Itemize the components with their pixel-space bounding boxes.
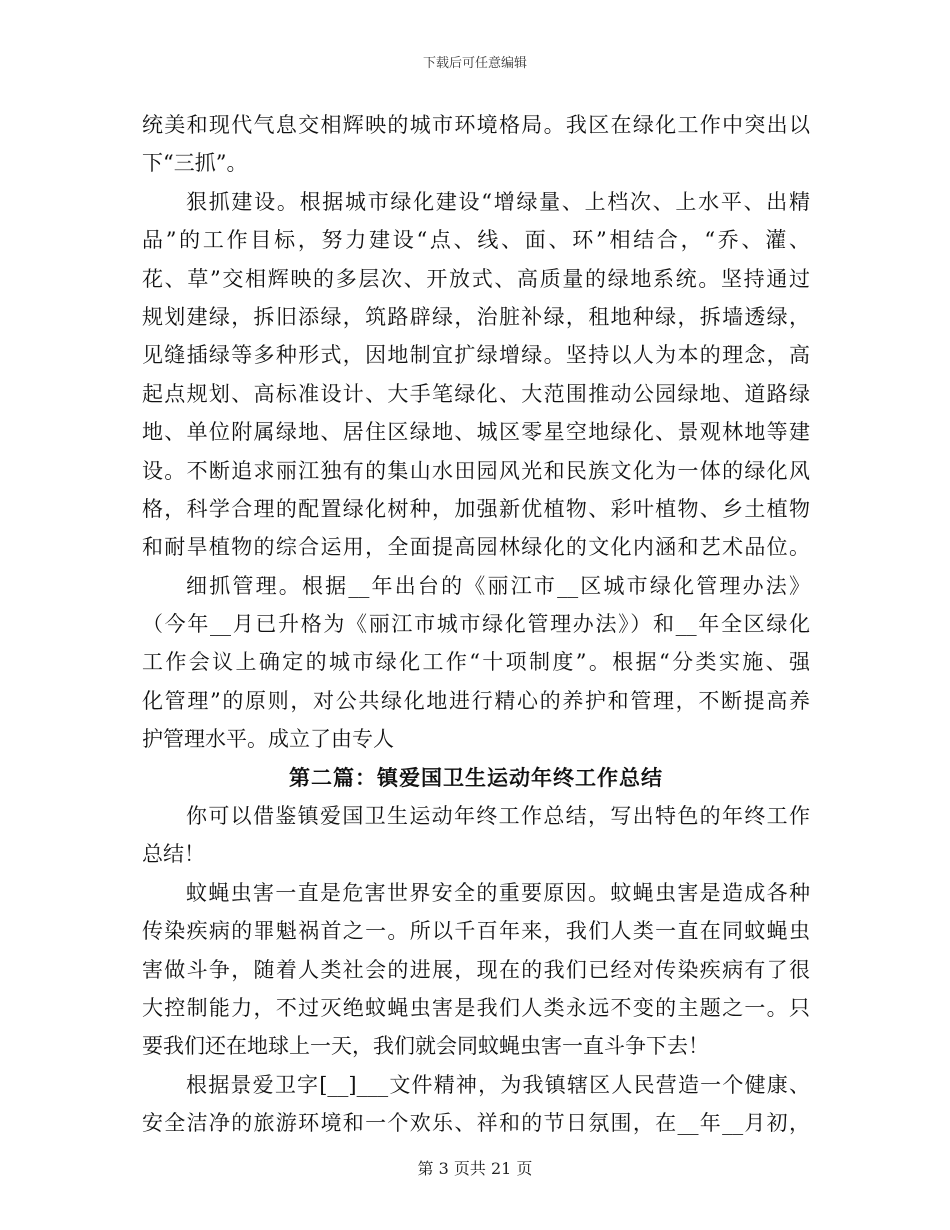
section-heading: 第二篇：镇爱国卫生运动年终工作总结 [289, 764, 663, 790]
paragraph-line: 设。不断追求丽江独有的集山水田园风光和民族文化为一体的绿化风 [142, 458, 810, 483]
paragraph-line: 蚊蝇虫害一直是危害世界安全的重要原因。蚊蝇虫害是造成各种 [186, 880, 810, 905]
paragraph-line: 下“三抓”。 [142, 151, 248, 176]
page-footer: 第 3 页共 21 页 [417, 1159, 533, 1178]
page-header: 下载后可任意编辑 [422, 56, 527, 71]
paragraph-line: （今年__月已升格为《丽江市城市绿化管理办法》）和__年全区绿化 [142, 612, 810, 637]
paragraph-line: 细抓管理。根据__年出台的《丽江市__区城市绿化管理办法》 [186, 573, 810, 598]
paragraph-line: 大控制能力，不过灭绝蚊蝇虫害是我们人类永远不变的主题之一。只 [142, 995, 810, 1020]
paragraph-line: 传染疾病的罪魁祸首之一。所以千百年来，我们人类一直在同蚊蝇虫 [142, 919, 810, 944]
paragraph-line: 根据景爱卫字[__]___文件精神，为我镇辖区人民营造一个健康、 [186, 1072, 810, 1097]
paragraph-line: 地、单位附属绿地、居住区绿地、城区零星空地绿化、景观林地等建 [142, 420, 810, 445]
paragraph-line: 害做斗争，随着人类社会的进展，现在的我们已经对传染疾病有了很 [142, 957, 810, 982]
paragraph-line: 安全洁净的旅游环境和一个欢乐、祥和的节日氛围，在__年__月初， [142, 1111, 810, 1136]
paragraph-line: 工作会议上确定的城市绿化工作“十项制度”。根据“分类实施、强 [142, 650, 810, 675]
paragraph-line: 总结！ [142, 842, 205, 867]
paragraph-line: 规划建绿，拆旧添绿，筑路辟绿，治脏补绿，租地种绿，拆墙透绿， [142, 304, 810, 329]
paragraph-line: 化管理”的原则，对公共绿化地进行精心的养护和管理，不断提高养 [142, 688, 810, 713]
paragraph-line: 护管理水平。成立了由专人 [142, 727, 394, 752]
paragraph-line: 统美和现代气息交相辉映的城市环境格局。我区在绿化工作中突出以 [142, 113, 810, 137]
paragraph-line: 见缝插绿等多种形式，因地制宜扩绿增绿。坚持以人为本的理念，高 [142, 343, 810, 368]
paragraph-line: 花、草”交相辉映的多层次、开放式、高质量的绿地系统。坚持通过 [142, 266, 810, 291]
paragraph-line: 格，科学合理的配置绿化树种，加强新优植物、彩叶植物、乡土植物 [142, 496, 810, 521]
paragraph-line: 起点规划、高标准设计、大手笔绿化、大范围推动公园绿地、道路绿 [142, 381, 810, 406]
paragraph-line: 和耐旱植物的综合运用，全面提高园林绿化的文化内涵和艺术品位。 [142, 535, 810, 560]
document-body [142, 106, 810, 1143]
paragraph-line: 要我们还在地球上一天，我们就会同蚊蝇虫害一直斗争下去！ [142, 1034, 709, 1059]
paragraph-line: 狠抓建设。根据城市绿化建设“增绿量、上档次、上水平、出精 [186, 189, 810, 214]
paragraph-line: 你可以借鉴镇爱国卫生运动年终工作总结，写出特色的年终工作 [186, 804, 810, 829]
paragraph-line: 品”的工作目标，努力建设“点、线、面、环”相结合，“乔、灌、 [142, 228, 810, 253]
